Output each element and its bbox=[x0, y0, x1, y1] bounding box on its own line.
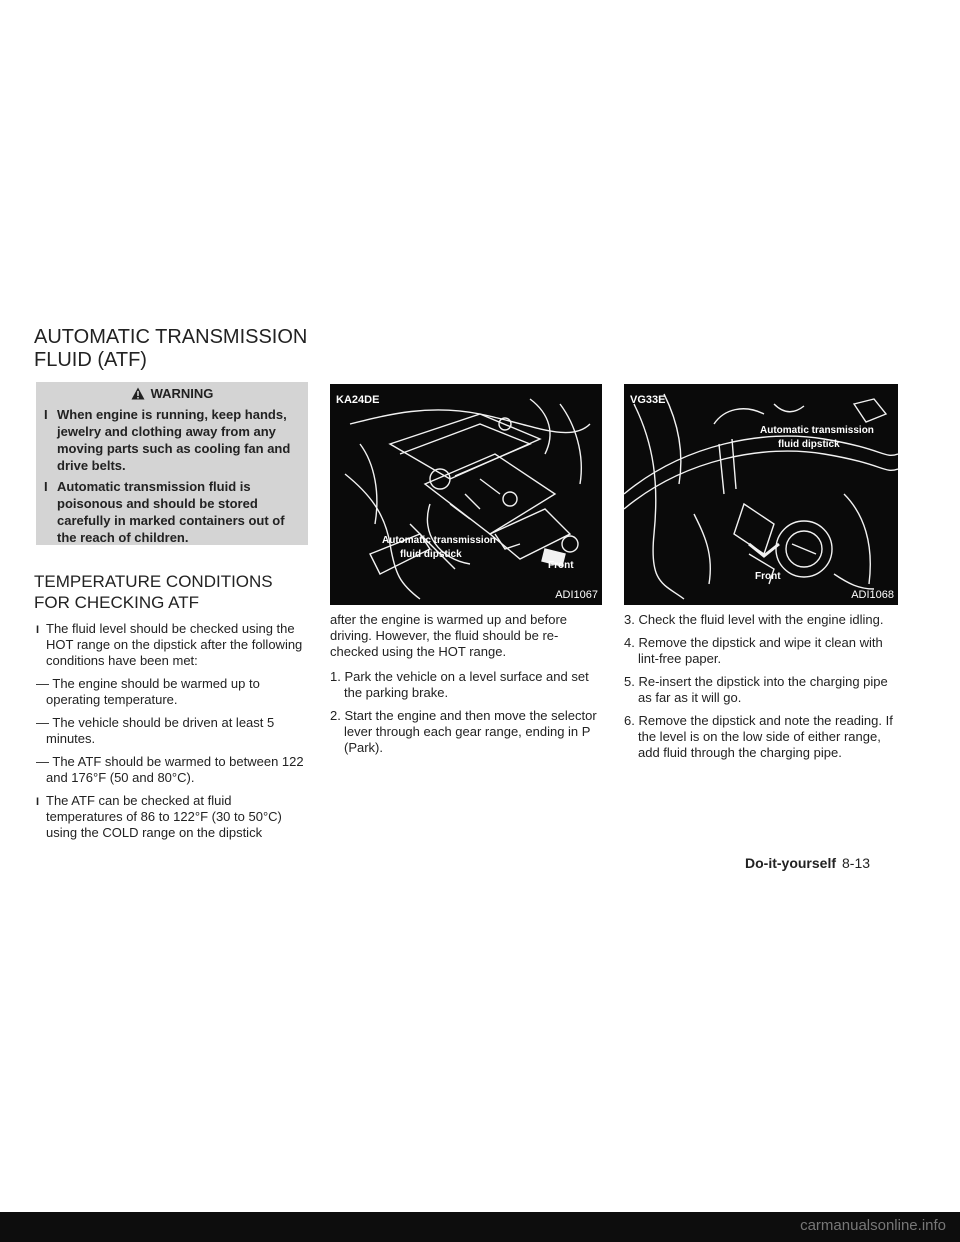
figure-code: ADI1067 bbox=[555, 589, 598, 601]
page-number: 8-13 bbox=[842, 855, 871, 871]
warning-box bbox=[36, 382, 308, 545]
warning-triangle-icon bbox=[131, 387, 145, 400]
step-item: 4. Remove the dipstick and wipe it clean with lint-free paper. bbox=[624, 635, 883, 666]
dipstick-label-line-1: Automatic transmission bbox=[382, 535, 496, 546]
front-label: Front bbox=[548, 560, 574, 571]
dash-item: — The ATF should be warmed to between 122 and 176°F (50 and 80°C). bbox=[36, 754, 304, 785]
figure-vg33e-engine bbox=[624, 384, 898, 605]
figure-code: ADI1068 bbox=[851, 589, 894, 601]
bullet-icon: I bbox=[36, 796, 40, 808]
engine-code-label: VG33E bbox=[630, 394, 666, 406]
column-3 bbox=[624, 612, 898, 768]
step-item: 3. Check the fluid level with the engine idling. bbox=[624, 612, 884, 627]
warning-item bbox=[44, 406, 306, 474]
bullet-icon: I bbox=[36, 624, 40, 636]
footer-section-label: Do-it-yourself bbox=[745, 855, 836, 871]
paragraph-text: The fluid level should be checked using the HOT range on the dipstick after the following conditions have been met: bbox=[46, 621, 303, 668]
warning-list bbox=[44, 406, 306, 550]
warning-header bbox=[36, 386, 308, 401]
warning-item bbox=[44, 478, 306, 546]
subsection-title-line-1: TEMPERATURE CONDITIONS bbox=[34, 572, 273, 591]
page-footer bbox=[745, 855, 870, 871]
paragraph-text: after the engine is warmed up and before driving. However, the fluid should be re-checked using the HOT range. bbox=[330, 612, 568, 659]
paragraph-text: The ATF can be checked at fluid temperatures of 86 to 122°F (30 to 50°C) using the COLD range on the dipstick bbox=[46, 793, 282, 840]
watermark-bar bbox=[0, 1212, 960, 1242]
section-title-line-1: AUTOMATIC TRANSMISSION bbox=[34, 326, 308, 348]
section-title bbox=[34, 326, 334, 372]
dash-item: — The engine should be warmed up to operating temperature. bbox=[36, 676, 260, 707]
section-title-line-2: FLUID (ATF) bbox=[34, 349, 147, 371]
step-item: 5. Re-insert the dipstick into the charging pipe as far as it will go. bbox=[624, 674, 888, 705]
dipstick-label-line-2: fluid dipstick bbox=[778, 439, 840, 450]
warning-item-text: Automatic transmission fluid is poisonous and should be stored carefully in marked containers out of the reach of children. bbox=[57, 479, 285, 545]
subsection-title-line-2: FOR CHECKING ATF bbox=[34, 593, 199, 612]
list-item bbox=[36, 621, 309, 669]
list-item bbox=[36, 793, 309, 841]
step-item: 6. Remove the dipstick and note the reading. If the level is on the low side of either range, add fluid through the charging pipe. bbox=[624, 713, 893, 760]
warning-item-text: When engine is running, keep hands, jewelry and clothing away from any moving parts such as cooling fan and drive belts. bbox=[57, 407, 291, 473]
dipstick-label-line-1: Automatic transmission bbox=[760, 425, 874, 436]
dash-item: — The vehicle should be driven at least 5 minutes. bbox=[36, 715, 275, 746]
engine-code-label: KA24DE bbox=[336, 394, 380, 406]
column-1 bbox=[36, 621, 309, 848]
step-item: 2. Start the engine and then move the selector lever through each gear range, ending in P (Park). bbox=[330, 708, 597, 755]
warning-title: WARNING bbox=[150, 386, 214, 401]
bullet-icon: I bbox=[44, 479, 48, 494]
watermark-text: carmanualsonline.info bbox=[800, 1217, 946, 1234]
subsection-title bbox=[34, 571, 314, 613]
figure-ka24de-engine bbox=[330, 384, 602, 605]
bullet-icon: I bbox=[44, 407, 48, 422]
dipstick-label-line-2: fluid dipstick bbox=[400, 549, 462, 560]
column-2 bbox=[330, 612, 604, 763]
step-item: 1. Park the vehicle on a level surface and set the parking brake. bbox=[330, 669, 589, 700]
front-label: Front bbox=[755, 571, 781, 582]
